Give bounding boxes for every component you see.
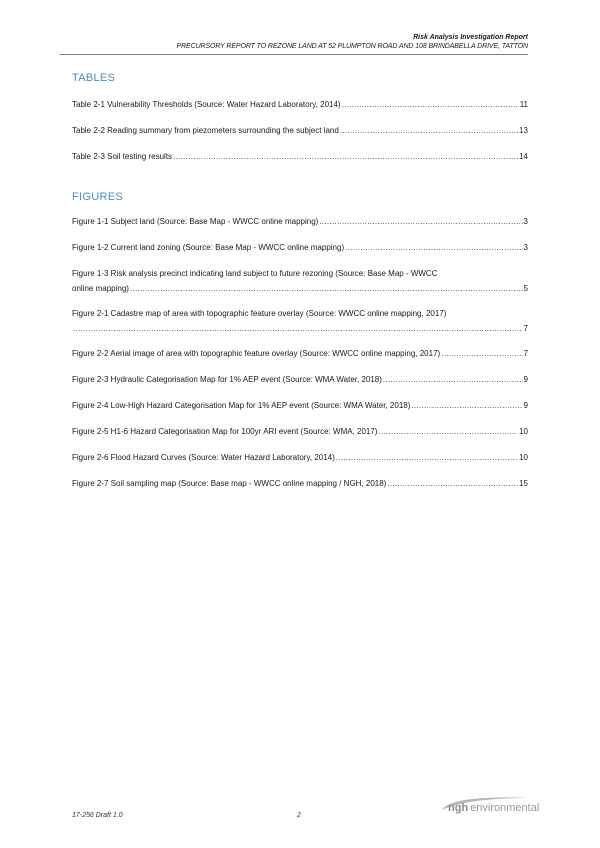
report-subtitle: PRECURSORY REPORT TO REZONE LAND AT 52 PLUMPTON ROAD AND 108 BRINDABELLA DRIVE, TATTON [176, 43, 528, 50]
dot-leader [411, 400, 522, 411]
entry-text: Figure 2-7 Soil sampling map (Source: Base map - WWCC online mapping / NGH, 2018) [72, 479, 387, 488]
dot-leader [383, 374, 523, 385]
entry-text: Figure 2-5 H1-6 Hazard Categorisation Map for 100yr ARI event (Source: WMA, 2017) [72, 427, 378, 436]
entry-page: 14 [519, 152, 528, 161]
entry-text: Table 2-2 Reading summary from piezometers surrounding the subject land [72, 126, 339, 135]
dot-leader [342, 99, 519, 110]
entry-page: 5 [523, 284, 528, 293]
dot-leader [173, 151, 518, 162]
entry-text: Figure 2-2 Aerial image of area with topographic feature overlay (Source: WWCC online mapping, 2017) [72, 349, 441, 358]
dot-leader [340, 125, 518, 136]
toc-entry-figure-1-1[interactable] [72, 216, 528, 227]
entry-page: 7 [523, 349, 528, 358]
toc-entry-table-2-1[interactable] [72, 99, 528, 110]
dot-leader [336, 452, 518, 463]
tables-section [72, 72, 528, 84]
entry-page: 9 [523, 401, 528, 410]
entry-text: Figure 2-3 Hydraulic Categorisation Map for 1% AEP event (Source: WMA Water, 2018) [72, 375, 382, 384]
entry-page: 9 [523, 375, 528, 384]
logo-brand-rest: environmental [470, 802, 540, 814]
toc-entry-figure-2-7[interactable] [72, 478, 528, 489]
page-header [60, 33, 528, 51]
dot-leader [387, 478, 518, 489]
company-logo [438, 796, 540, 822]
toc-entry-table-2-3[interactable] [72, 151, 528, 162]
entry-page: 11 [519, 100, 528, 109]
report-title: Risk Analysis Investigation Report [413, 34, 528, 41]
entry-text: online mapping) [72, 284, 129, 293]
entry-page: 10 [519, 427, 528, 436]
entry-text: Figure 2-4 Low-High Hazard Categorisation Map for 1% AEP event (Source: WMA Water, 2018) [72, 401, 411, 410]
toc-entry-figure-1-3[interactable] [72, 268, 528, 294]
dot-leader [378, 426, 518, 437]
dot-leader [319, 216, 522, 227]
dot-leader [345, 242, 522, 253]
entry-text-first-line: Figure 1-3 Risk analysis precinct indicating land subject to future rezoning (Source: Base Map - WWCC [72, 269, 438, 278]
toc-entry-figure-2-3[interactable] [72, 374, 528, 385]
entry-text: Figure 1-1 Subject land (Source: Base Map - WWCC online mapping) [72, 217, 319, 226]
entry-text: Table 2-3 Soil testing results [72, 152, 173, 161]
dot-leader [441, 348, 522, 359]
tables-heading: TABLES [72, 72, 116, 84]
dot-leader [73, 323, 523, 334]
entry-page: 10 [519, 453, 528, 462]
toc-entry-figure-1-2[interactable] [72, 242, 528, 253]
toc-entry-figure-2-1[interactable] [72, 308, 528, 334]
entry-page: 13 [519, 126, 528, 135]
entry-page: 15 [519, 479, 528, 488]
figures-heading: FIGURES [72, 191, 123, 203]
entry-text: Table 2-1 Vulnerability Thresholds (Source: Water Hazard Laboratory, 2014) [72, 100, 341, 109]
logo-brand-bold: ngh [448, 802, 469, 814]
entry-text: Figure 1-2 Current land zoning (Source: Base Map - WWCC online mapping) [72, 243, 345, 252]
toc-entry-figure-2-2[interactable] [72, 348, 528, 359]
entry-page: 3 [523, 243, 528, 252]
toc-entry-figure-2-5[interactable] [72, 426, 528, 437]
entry-page: 7 [523, 324, 528, 333]
header-rule [60, 54, 528, 55]
entry-text: Figure 2-6 Flood Hazard Curves (Source: Water Hazard Laboratory, 2014) [72, 453, 335, 462]
dot-leader [130, 283, 523, 294]
document-reference: 17-256 Draft 1.0 [72, 812, 123, 819]
page-number: 2 [297, 812, 301, 819]
toc-entry-figure-2-4[interactable] [72, 400, 528, 411]
toc-entry-figure-2-6[interactable] [72, 452, 528, 463]
entry-page: 3 [523, 217, 528, 226]
figures-section [72, 191, 528, 203]
toc-entry-table-2-2[interactable] [72, 125, 528, 136]
entry-text-first-line: Figure 2-1 Cadastre map of area with topographic feature overlay (Source: WWCC online mapping, 2017) [72, 309, 447, 318]
logo-wordmark [448, 802, 539, 814]
